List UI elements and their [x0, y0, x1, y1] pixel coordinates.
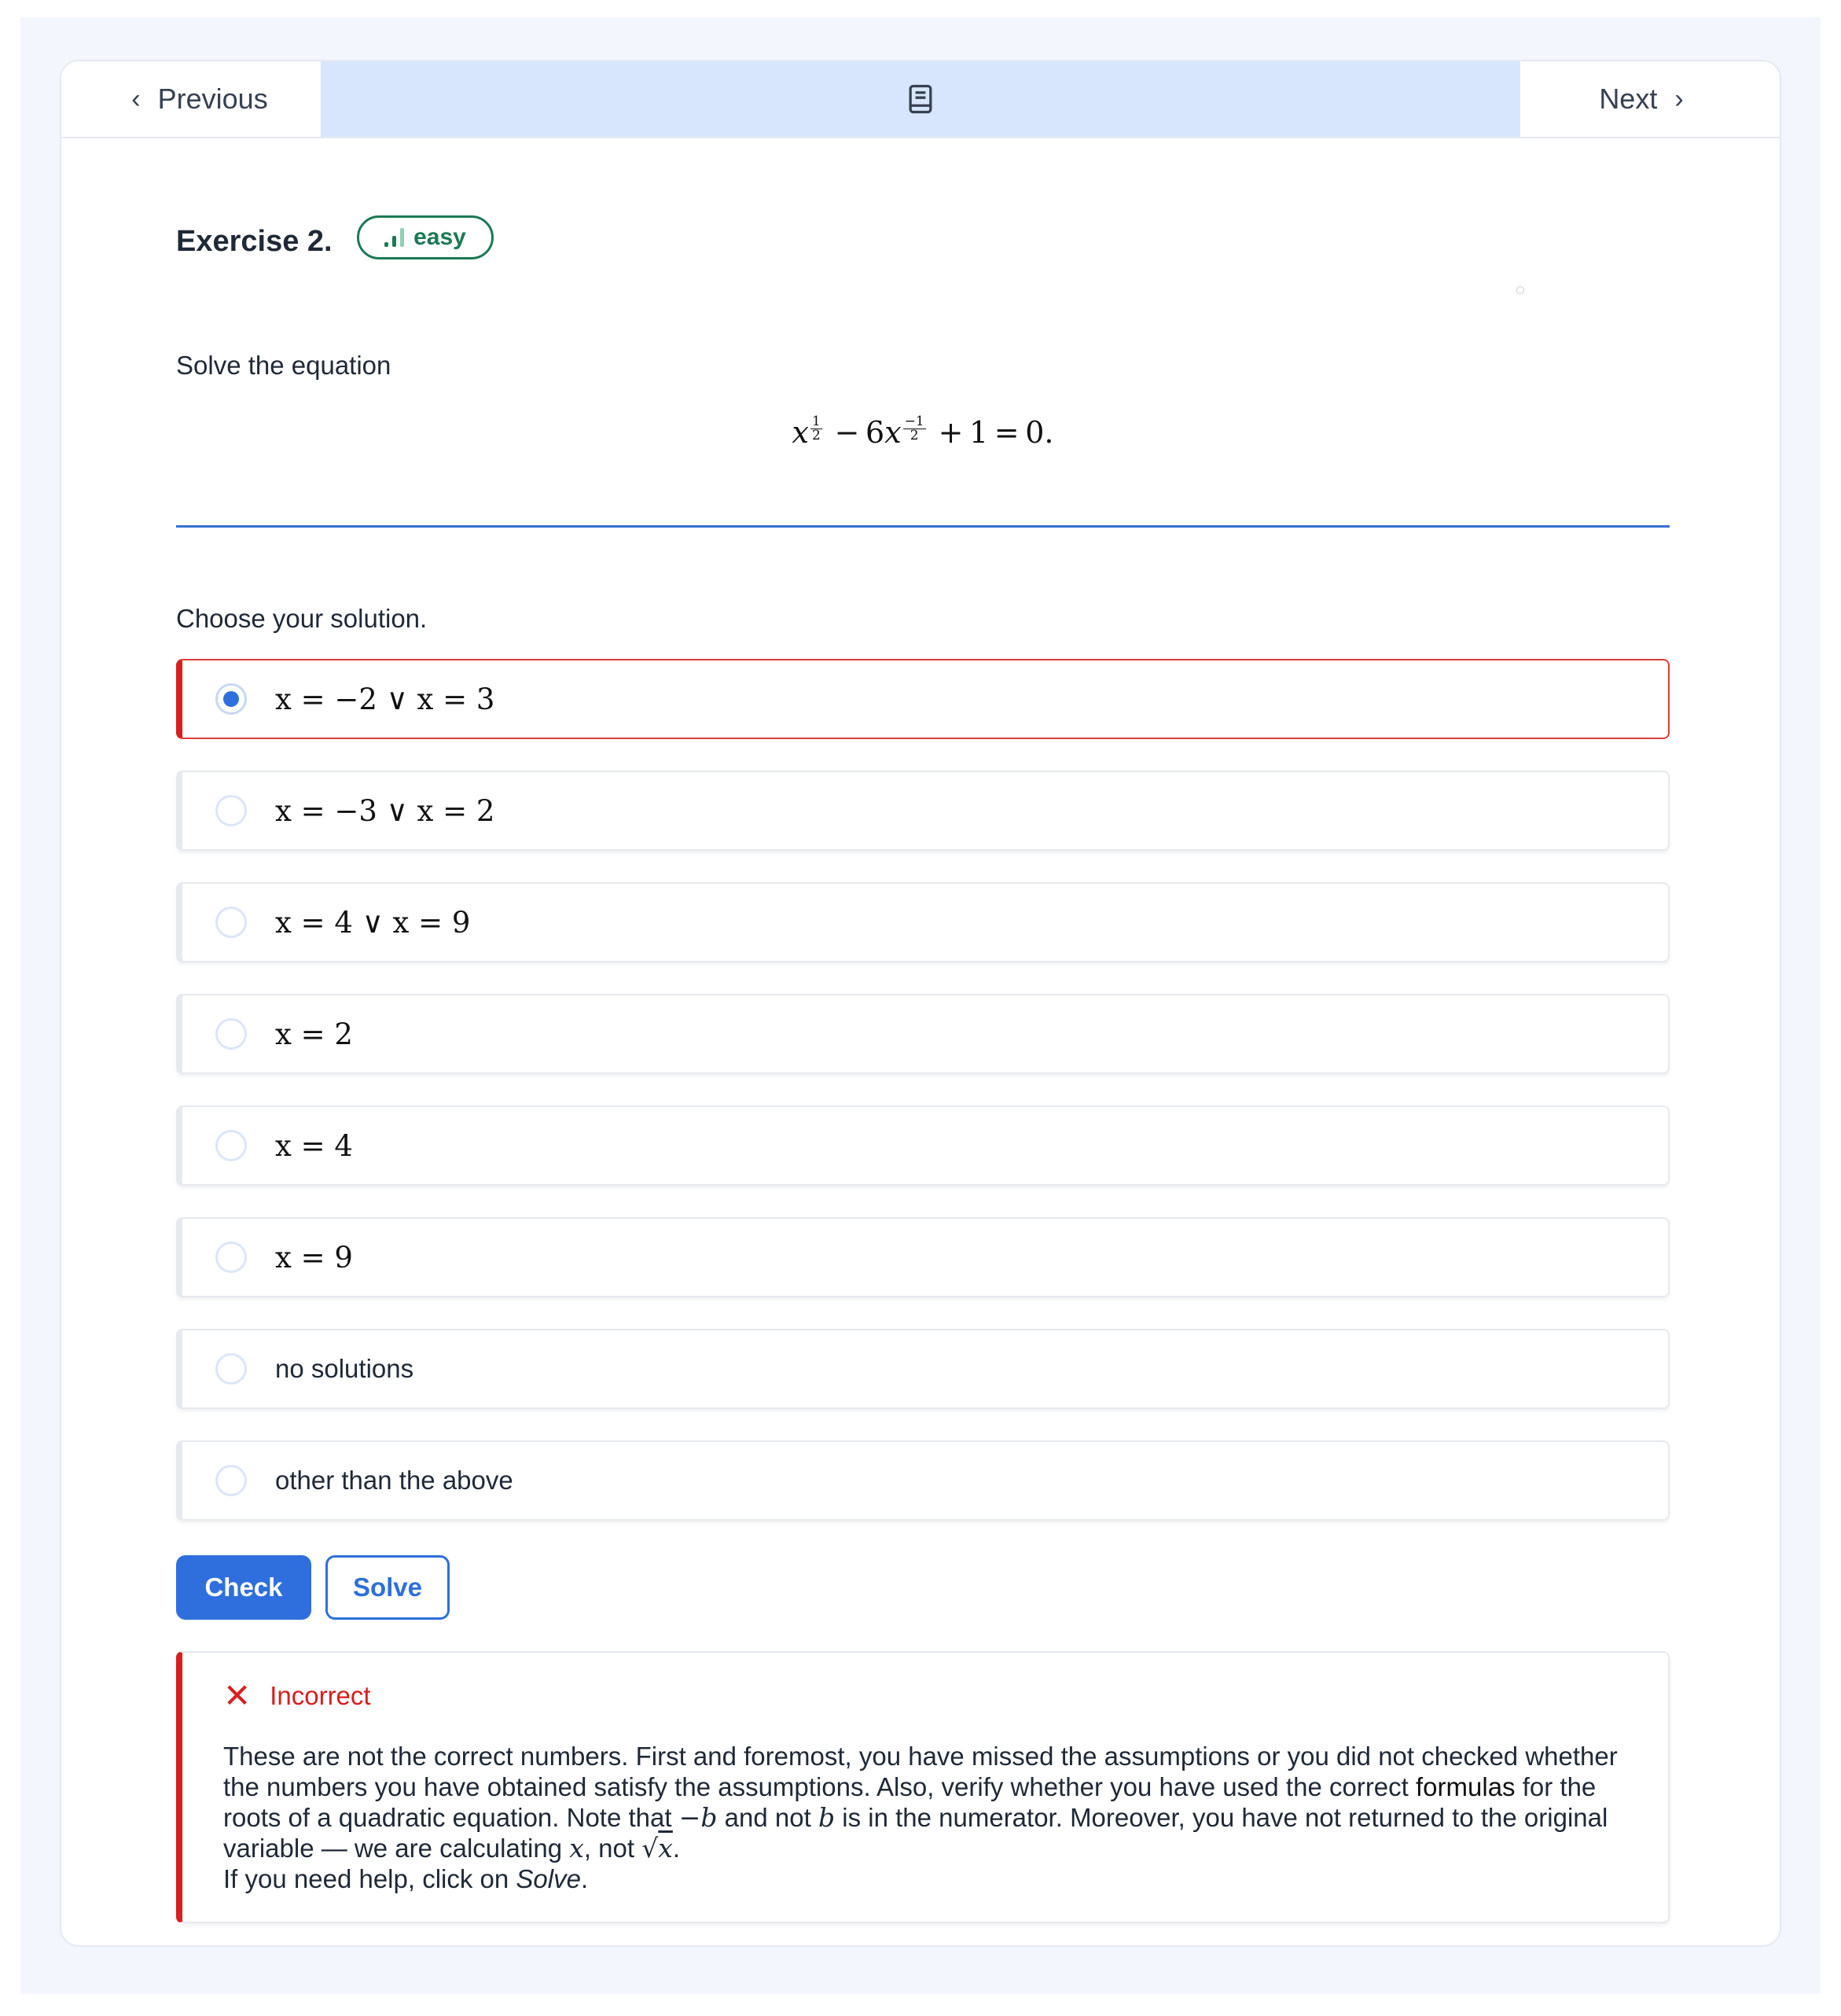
option-label: x = 2 [275, 1017, 353, 1051]
feedback-header [223, 1679, 371, 1712]
feedback-text-part: These are not the correct numbers. First and foremost, you have missed the assumptions or you did not checked whether the numbers you have obtained satisfy the assumptions. Also, verify whether you have used the correct [223, 1742, 1618, 1801]
option-label: x = 4 ∨ x = 9 [275, 905, 471, 940]
radio-button[interactable] [215, 1465, 247, 1496]
chevron-right-icon: › [1674, 83, 1684, 114]
decorative-dot [1516, 286, 1524, 294]
option-label: x = −2 ∨ x = 3 [275, 682, 495, 716]
page-background [20, 17, 1821, 1994]
feedback-paragraph: These are not the correct numbers. First and foremost, you have missed the assumptions or you did not checked whether the numbers you have obtained satisfy the assumptions. Also, verify whether you have used the correct formulas for the roots of a quadratic equation. Note that −b and not b is in the numerator. Moreover, you have not returned to the original variable — we are calculating x, not √x. [223, 1742, 1618, 1863]
math-minus-b: −b [678, 1802, 718, 1833]
radio-button[interactable] [215, 907, 247, 938]
feedback-help: If you need help, click on Solve. [223, 1864, 589, 1893]
exercise-title: Exercise 2. [176, 225, 333, 258]
previous-label: Previous [157, 83, 268, 115]
feedback-text-part: and not [724, 1803, 811, 1832]
answer-option-4[interactable] [176, 994, 1670, 1074]
feedback-panel [176, 1651, 1670, 1923]
feedback-message [223, 1741, 1654, 1894]
option-label: x = 4 [275, 1128, 353, 1163]
difficulty-label: easy [413, 224, 466, 250]
math-sqrt-x: √x [641, 1833, 673, 1863]
choose-instruction: Choose your solution. [176, 604, 428, 633]
feedback-text-part: is in the numerator. Moreover, you have not returned to the original variable — we are calculating [223, 1803, 1608, 1863]
answer-option-5[interactable] [176, 1105, 1670, 1186]
next-label: Next [1599, 83, 1658, 115]
next-button[interactable] [1520, 61, 1780, 137]
answer-option-8[interactable] [176, 1440, 1670, 1521]
radio-button[interactable] [215, 1130, 247, 1161]
exercise-navigation [61, 61, 1780, 138]
formulas-link[interactable]: formulas [1416, 1772, 1516, 1801]
feedback-text-part: for the roots of a quadratic equation. Note that [223, 1772, 1597, 1832]
exercise-prompt: Solve the equation [176, 351, 391, 380]
chevron-left-icon: ‹ [131, 83, 141, 114]
radio-button[interactable] [215, 683, 247, 715]
close-x-icon: ✕ [223, 1677, 252, 1714]
radio-button[interactable] [215, 1353, 247, 1385]
solve-button[interactable]: Solve [325, 1555, 450, 1620]
answer-option-3[interactable] [176, 882, 1670, 962]
feedback-text-part: , not [583, 1834, 635, 1863]
radio-selected-dot [223, 691, 239, 707]
answer-option-2[interactable] [176, 771, 1670, 851]
feedback-status: Incorrect [270, 1681, 371, 1710]
feedback-text-part: If you need help, click on [223, 1864, 509, 1893]
previous-button[interactable] [61, 61, 321, 137]
equation: x $\frac{1}{2}$ − 6x $\frac{-1}{2}$ + 1 = 0. [792, 414, 1054, 450]
answer-option-6[interactable] [176, 1217, 1670, 1297]
option-label: other than the above [275, 1466, 513, 1495]
option-label: x = 9 [275, 1240, 353, 1275]
answer-option-7[interactable] [176, 1329, 1670, 1409]
answer-option-1[interactable] [176, 659, 1670, 739]
math-b: b [818, 1802, 836, 1833]
signal-bars-icon [384, 228, 404, 247]
book-icon [903, 82, 938, 116]
math-x: x [569, 1833, 584, 1863]
section-divider [176, 525, 1670, 528]
radio-button[interactable] [215, 795, 247, 826]
check-button[interactable]: Check [176, 1555, 311, 1620]
option-label: no solutions [275, 1354, 414, 1383]
difficulty-badge [357, 215, 494, 259]
radio-button[interactable] [215, 1242, 247, 1273]
solve-reference: Solve [516, 1864, 581, 1893]
option-label: x = −3 ∨ x = 2 [275, 793, 495, 828]
theory-tab[interactable] [321, 61, 1520, 137]
radio-button[interactable] [215, 1018, 247, 1050]
exercise-card [60, 60, 1781, 1947]
